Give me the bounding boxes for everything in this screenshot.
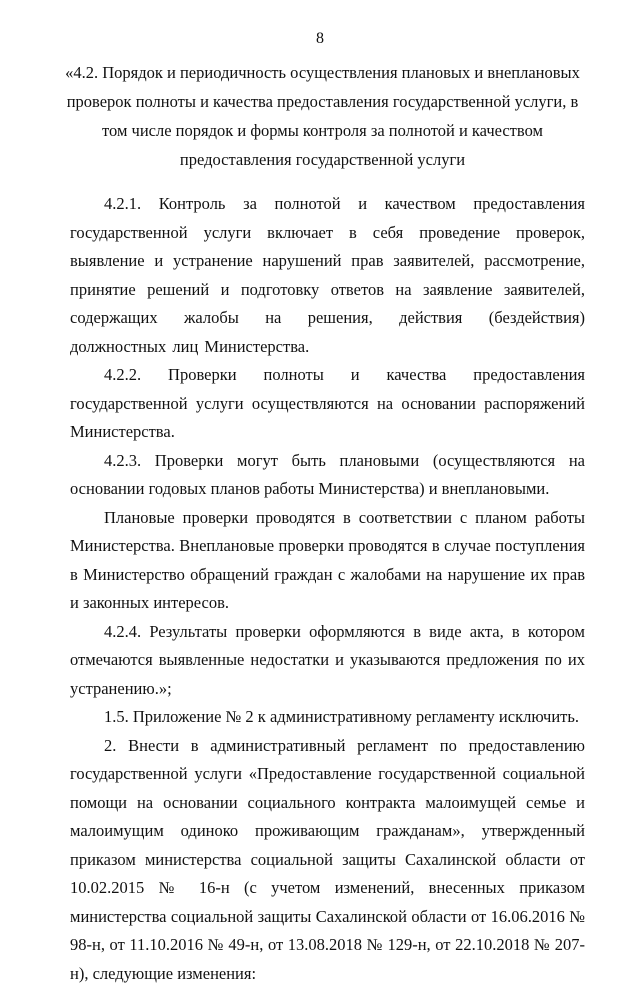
paragraph-4-2-1: 4.2.1. Контроль за полнотой и качеством предоставления государственной услуги включает в себя проведение проверок, выявление и устранение нарушений прав заявителей, рассмотрение, принятие решений и подготовку ответов на заявление заявителей, содержащих жалобы на решения, действия (бездействия) должностных лиц Министерства. xyxy=(70,190,585,361)
paragraph-4-2-3: 4.2.3. Проверки могут быть плановыми (осуществляются на основании годовых планов работы Министерства) и внеплановыми. xyxy=(70,447,585,504)
body-text xyxy=(70,190,585,988)
paragraph-planned-inspections: Плановые проверки проводятся в соответствии с планом работы Министерства. Внеплановые проверки проводятся в случае поступления в Министерство обращений граждан с жалобами на нарушение их прав и законных интересов. xyxy=(70,504,585,618)
page-number: 8 xyxy=(0,30,640,48)
paragraph-4-2-2: 4.2.2. Проверки полноты и качества предоставления государственной услуги осуществляются на основании распоряжений Министерства. xyxy=(70,361,585,447)
paragraph-1-5: 1.5. Приложение № 2 к административному регламенту исключить. xyxy=(70,703,585,732)
paragraph-2: 2. Внести в административный регламент по предоставлению государственной услуги «Предоставление государственной социальной помощи на основании социального контракта малоимущей семье и малоимущим одиноко проживающим гражданам», утвержденный приказом министерства социальной защиты Сахалинской области от 10.02.2015 № 16-н (с учетом изменений, внесенных приказом министерства социальной защиты Сахалинской области от 16.06.2016 № 98-н, от 11.10.2016 № 49-н, от 13.08.2018 № 129-н, от 22.10.2018 № 207-н), следующие изменения: xyxy=(70,732,585,988)
section-heading: «4.2. Порядок и периодичность осуществления плановых и внеплановых проверок полноты и качества предоставления государственной услуги, в том числе порядок и формы контроля за полнотой и качеством предоставления государственной услуги xyxy=(55,58,590,174)
paragraph-4-2-4: 4.2.4. Результаты проверки оформляются в виде акта, в котором отмечаются выявленные недостатки и указываются предложения по их устранению.»; xyxy=(70,618,585,704)
